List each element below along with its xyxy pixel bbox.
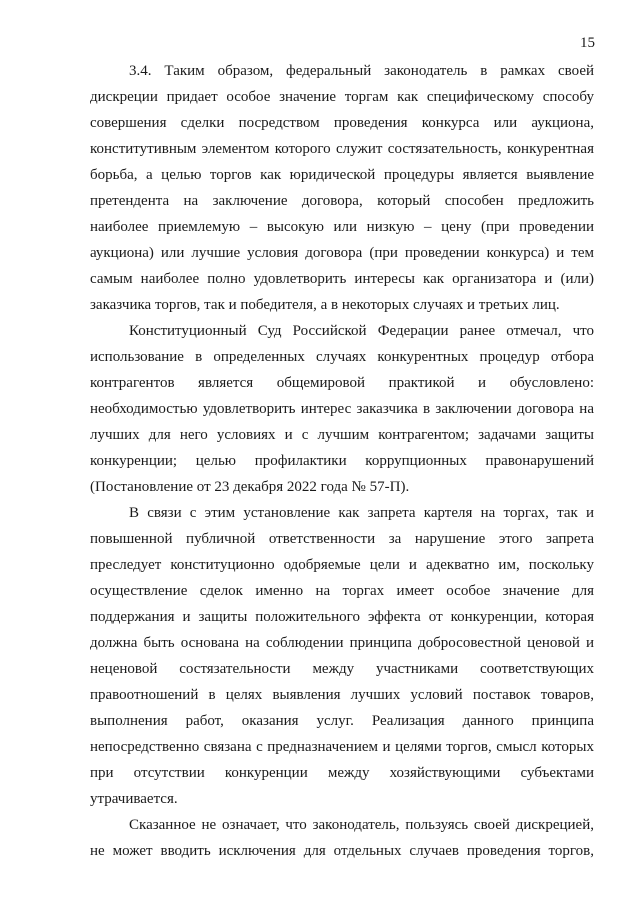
paragraph-line: утрачивается. [90,791,178,807]
paragraph-line: повышенной публичной ответственности за нарушение этого запрета [90,531,594,547]
paragraph-line: претендента на заключение договора, который способен предложить [90,193,594,209]
paragraph-line: Конституционный Суд Российской Федерации ранее отмечал, что [129,323,594,339]
paragraph-line: конкуренции; целью профилактики коррупционных правонарушений [90,453,594,469]
paragraph-line: аукциона) или лучшие условия договора (при проведении конкурса) и тем [90,245,594,261]
paragraph-line: 3.4. Таким образом, федеральный законодатель в рамках своей [129,63,594,79]
paragraph-line: лучших для него условиях и с лучшим контрагентом; задачами защиты [90,427,594,443]
paragraph-line: (Постановление от 23 декабря 2022 года № 57-П). [90,479,410,495]
page-number: 15 [580,35,595,51]
paragraph-line: конститутивным элементом которого служит состязательность, конкурентная [90,141,594,157]
paragraph-line: преследует конституционно одобряемые цели и адекватно им, поскольку [90,557,594,573]
paragraph-line: наиболее приемлемую – высокую или низкую – цену (при проведении [90,219,594,235]
paragraph-line: Сказанное не означает, что законодатель, пользуясь своей дискрецией, [129,817,594,833]
paragraph-line: В связи с этим установление как запрета картеля на торгах, так и [129,505,594,521]
paragraph-line: неценовой состязательности между участниками соответствующих [90,661,594,677]
paragraph-line: должна быть основана на соблюдении принципа добросовестной ценовой и [90,635,594,651]
paragraph-line: совершения сделки посредством проведения конкурса или аукциона, [90,115,594,131]
paragraph-line: осуществление сделок именно на торгах имеет особое значение для [90,583,594,599]
paragraph-line: дискреции придает особое значение торгам как специфическому способу [90,89,594,105]
paragraph-line: не может вводить исключения для отдельных случаев проведения торгов, [90,843,594,859]
paragraph-line: заказчика торгов, так и победителя, а в некоторых случаях и третьих лиц. [90,297,560,313]
paragraph-line: борьба, а целью торгов как юридической процедуры является выявление [90,167,594,183]
paragraph-line: использование в определенных случаях конкурентных процедур отбора [90,349,594,365]
paragraph-line: контрагентов является общемировой практикой и обусловлено: [90,375,594,391]
body-text [90,58,594,864]
paragraph-line: выполнения работ, оказания услуг. Реализация данного принципа [90,713,594,729]
paragraph-line: правоотношений в целях выявления лучших условий поставок товаров, [90,687,594,703]
paragraph-line: непосредственно связана с предназначением и целями торгов, смысл которых [90,739,594,755]
paragraph-line: необходимостью удовлетворить интерес заказчика в заключении договора на [90,401,594,417]
paragraph-line: при отсутствии конкуренции между хозяйствующими субъектами [90,765,594,781]
paragraph-line: поддержания и защиты положительного эффекта от конкуренции, которая [90,609,594,625]
paragraph-line: самым наиболее полно удовлетворить интересы как организатора и (или) [90,271,594,287]
